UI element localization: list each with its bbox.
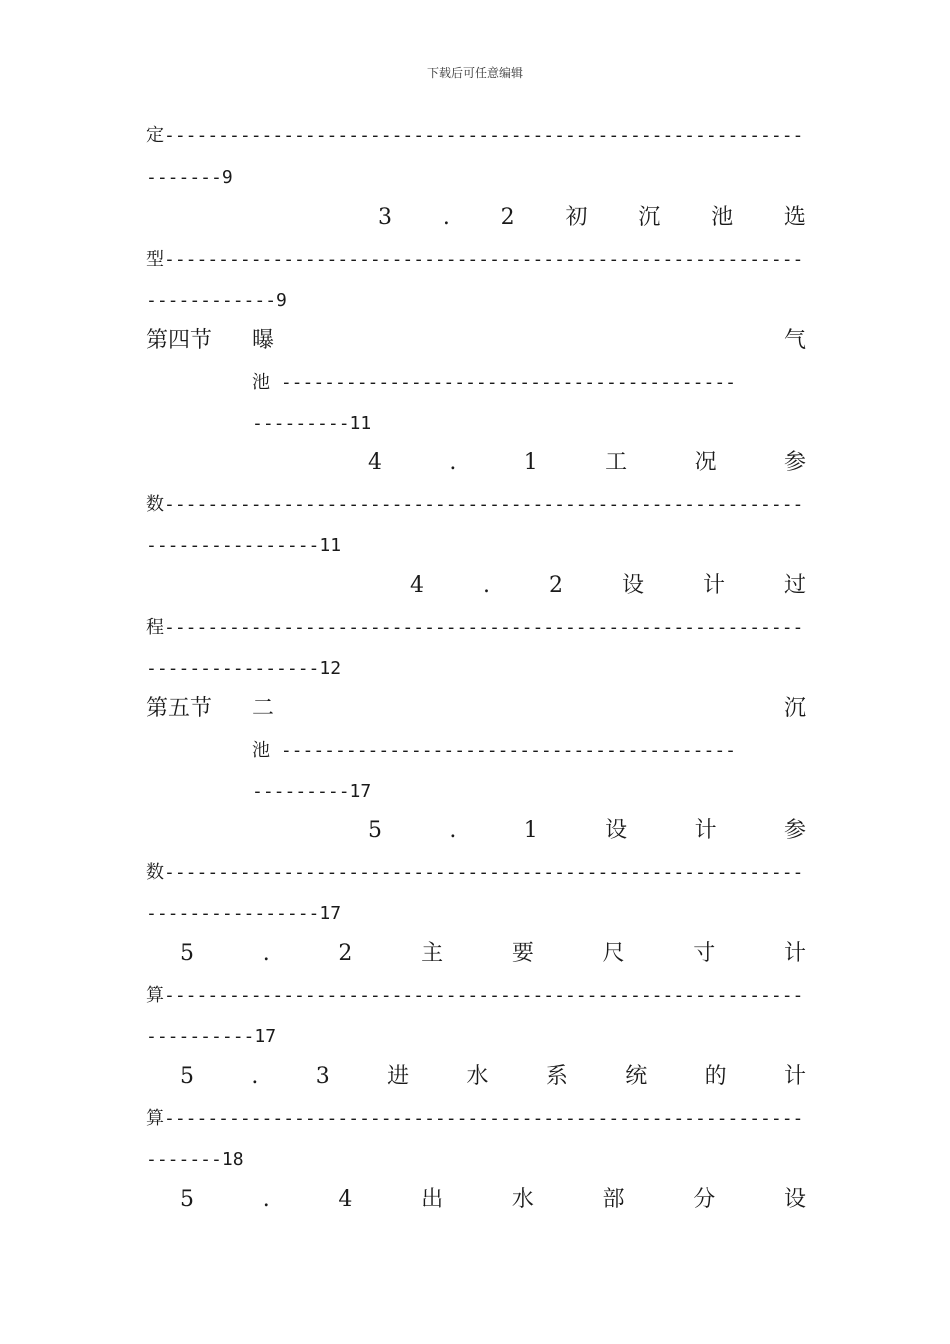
toc-line: -------9 <box>146 167 233 188</box>
toc-char: 部 <box>602 1187 625 1212</box>
toc-char: 4 <box>368 450 382 475</box>
toc-line: -------18 <box>146 1149 244 1170</box>
section-label: 第四节 <box>146 328 213 353</box>
toc-line: 定----------------------------------------------------------- <box>146 125 804 146</box>
toc-entry-5-1 <box>368 817 806 845</box>
toc-entry-4-1 <box>368 449 806 477</box>
toc-char: 寸 <box>693 941 716 966</box>
toc-char: 的 <box>704 1064 727 1089</box>
toc-line: 程----------------------------------------------------------- <box>146 617 804 638</box>
toc-char: 曝 <box>252 328 275 353</box>
toc-line: 数----------------------------------------------------------- <box>146 862 804 883</box>
toc-line: 池 ------------------------------------------ <box>252 740 736 761</box>
toc-char: 系 <box>545 1064 568 1089</box>
toc-char: 水 <box>511 1187 534 1212</box>
toc-char: 沉 <box>638 205 661 230</box>
toc-char: 计 <box>694 818 717 843</box>
section-label: 第五节 <box>146 696 213 721</box>
toc-char: 出 <box>421 1187 444 1212</box>
toc-char: 池 <box>711 205 734 230</box>
toc-char: . <box>262 1187 270 1212</box>
toc-line: ------------9 <box>146 290 287 311</box>
toc-section-5 <box>146 695 806 723</box>
toc-entry-5-3 <box>180 1063 806 1091</box>
toc-char: . <box>449 450 457 475</box>
toc-char: 4 <box>338 1187 353 1212</box>
toc-line: 型----------------------------------------------------------- <box>146 249 804 270</box>
toc-char: . <box>262 941 270 966</box>
toc-line: 算----------------------------------------------------------- <box>146 985 804 1006</box>
toc-line: 算----------------------------------------------------------- <box>146 1108 804 1129</box>
toc-char: 2 <box>500 205 515 230</box>
toc-entry-3-2 <box>378 204 806 232</box>
toc-char: 主 <box>421 941 444 966</box>
toc-entry-5-4 <box>180 1186 806 1214</box>
toc-line: ----------------17 <box>146 903 342 924</box>
toc-char: 5 <box>180 1187 194 1212</box>
page-header: 下载后可任意编辑 <box>426 66 523 80</box>
toc-char: 5 <box>368 818 382 843</box>
toc-char: 参 <box>783 818 806 843</box>
toc-char: . <box>449 818 457 843</box>
toc-char: 2 <box>338 941 353 966</box>
toc-char: 1 <box>523 450 538 475</box>
toc-entry-5-2 <box>180 940 806 968</box>
toc-char: 气 <box>783 328 806 353</box>
toc-char: 过 <box>783 573 806 598</box>
toc-char: 计 <box>702 573 725 598</box>
toc-char: 尺 <box>602 941 625 966</box>
toc-char: 初 <box>565 205 588 230</box>
toc-char: 二 <box>252 696 275 721</box>
toc-char: 5 <box>180 1064 194 1089</box>
toc-char: 统 <box>625 1064 648 1089</box>
toc-char: 计 <box>783 1064 806 1089</box>
toc-line: ----------17 <box>146 1026 277 1047</box>
toc-char: 工 <box>605 450 628 475</box>
toc-char: 2 <box>548 573 563 598</box>
toc-char: 1 <box>523 818 538 843</box>
toc-char: 计 <box>783 941 806 966</box>
toc-char: 3 <box>315 1064 330 1089</box>
toc-entry-4-2 <box>410 572 806 600</box>
toc-line: 数----------------------------------------------------------- <box>146 494 804 515</box>
toc-char: 设 <box>605 818 628 843</box>
toc-char: 3 <box>378 205 392 230</box>
toc-char: . <box>442 205 450 230</box>
toc-char: 设 <box>783 1187 806 1212</box>
toc-char: 沉 <box>783 696 806 721</box>
toc-char: . <box>482 573 490 598</box>
toc-line: ----------------12 <box>146 658 342 679</box>
toc-line: ---------17 <box>252 781 372 802</box>
toc-char: 分 <box>693 1187 716 1212</box>
toc-char: 5 <box>180 941 194 966</box>
toc-char: 设 <box>621 573 644 598</box>
toc-line: 池 ------------------------------------------ <box>252 372 736 393</box>
toc-section-4 <box>146 327 806 355</box>
toc-line: ---------11 <box>252 413 372 434</box>
toc-char: 4 <box>410 573 424 598</box>
toc-char: 参 <box>783 450 806 475</box>
toc-line: ----------------11 <box>146 535 342 556</box>
toc-char: 选 <box>783 205 806 230</box>
toc-char: . <box>251 1064 259 1089</box>
toc-char: 况 <box>694 450 717 475</box>
toc-char: 要 <box>511 941 534 966</box>
toc-char: 水 <box>466 1064 489 1089</box>
toc-char: 进 <box>387 1064 410 1089</box>
